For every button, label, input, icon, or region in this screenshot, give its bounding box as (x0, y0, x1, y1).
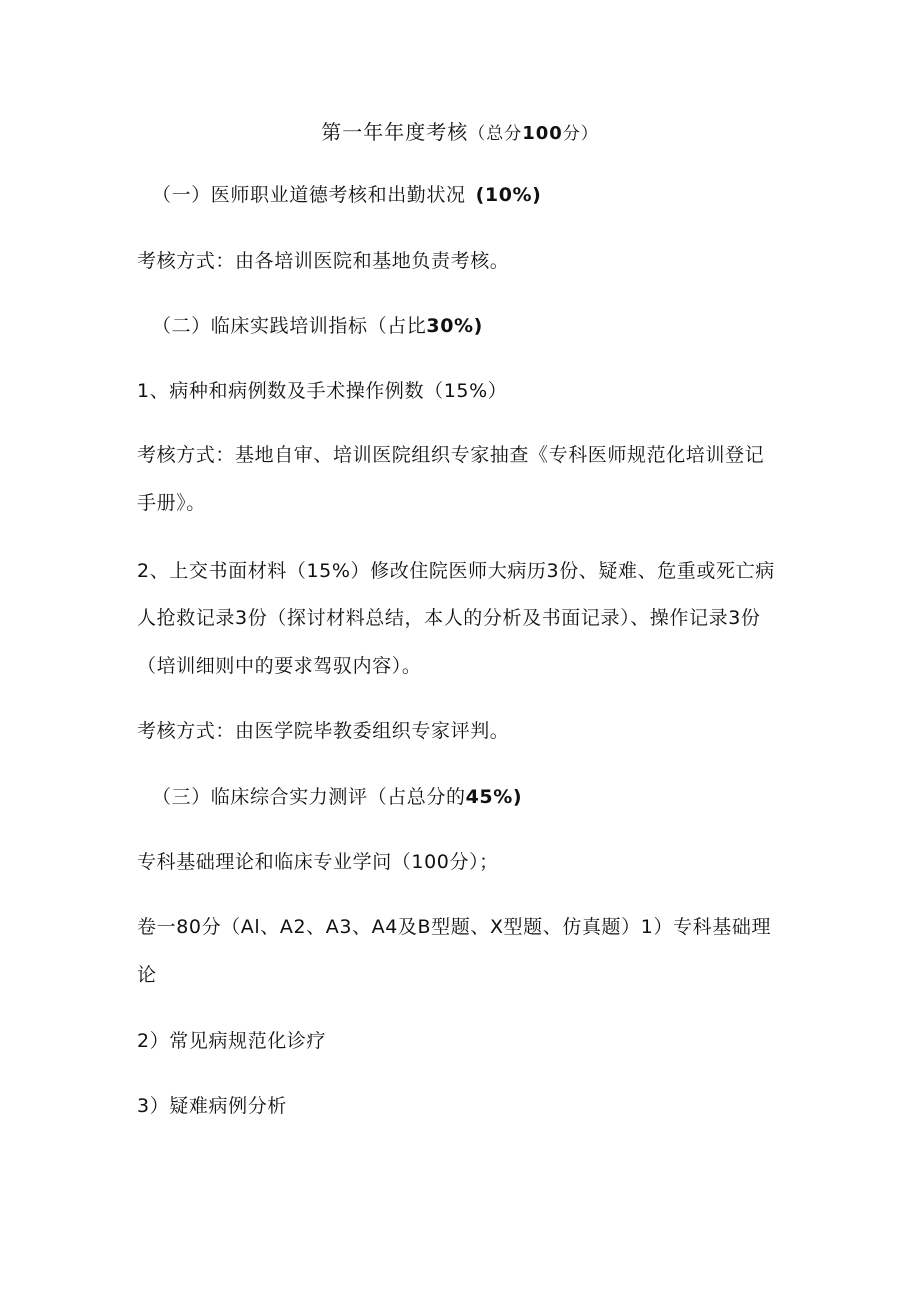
section-2-heading-text: （二）临床实践培训指标（占比 (152, 315, 427, 337)
section-2-item-2-line-1: 2、上交书面材料（15%）修改住院医师大病历3份、疑难、危重或死亡病 (137, 560, 775, 582)
title-total-score: 100 (522, 123, 563, 144)
section-3-line-3: 2）常见病规范化诊疗 (137, 1030, 327, 1052)
section-2-item-2-line-3: （培训细则中的要求驾驭内容）。 (137, 655, 422, 677)
section-3-heading-text: （三）临床综合实力测评（占总分的 (152, 786, 466, 808)
title-main: 第一年年度考核 (321, 120, 469, 144)
title-sub-open: （总分 (468, 124, 523, 144)
section-2-percent: 30%) (426, 315, 483, 337)
section-2-item-1-method-line-2: 手册》。 (137, 492, 206, 514)
section-2-item-2-method: 考核方式：由医学院毕教委组织专家评判。 (137, 720, 510, 742)
section-1-heading-text: （一）医师职业道德考核和出勤状况 (152, 184, 466, 206)
title-sub-close: 分） (562, 124, 599, 144)
section-2-heading (152, 314, 483, 338)
section-3-line-2-part-2: 论 (137, 964, 157, 986)
section-1-method: 考核方式：由各培训医院和基地负责考核。 (137, 250, 510, 272)
section-2-item-1-method-line-1: 考核方式：基地自审、培训医院组织专家抽查《专科医师规范化培训登记 (137, 444, 765, 466)
section-3-line-2-part-1: 卷一80分（Al、A2、A3、A4及B型题、X型题、仿真题）1）专科基础理 (137, 916, 772, 938)
section-2-item-1: 1、病种和病例数及手术操作例数（15%） (137, 380, 508, 402)
section-2-item-2-line-2: 人抢救记录3份（探讨材料总结，本人的分析及书面记录）、操作记录3份 (137, 607, 761, 629)
section-3-line-1: 专科基础理论和临床专业学问（100分）； (137, 851, 499, 873)
section-3-line-4: 3）疑难病例分析 (137, 1095, 287, 1117)
section-1-heading (152, 183, 541, 207)
section-1-percent: (10%) (475, 184, 542, 206)
document-title (0, 118, 920, 148)
section-3-percent: 45%) (465, 786, 523, 808)
section-3-heading (152, 785, 522, 809)
